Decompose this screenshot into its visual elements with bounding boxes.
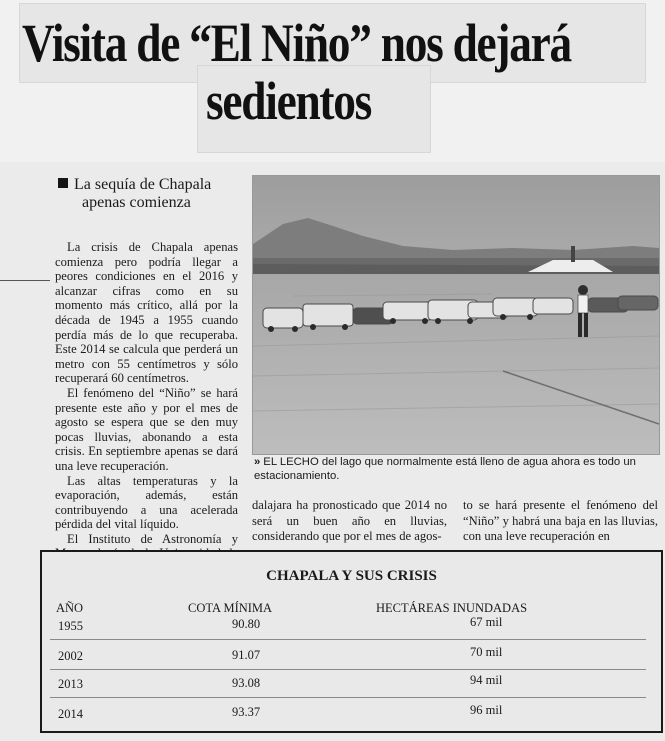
article-column-1 xyxy=(55,240,238,576)
lakebed-photo xyxy=(252,175,660,455)
table-divider xyxy=(50,639,646,640)
table-header-year: AÑO xyxy=(56,601,84,615)
table-cell: 90.80 xyxy=(232,617,261,631)
table-cell: 2013 xyxy=(58,677,83,691)
headline-line-1: Visita de “El Niño” nos dejará xyxy=(22,13,571,73)
table-cell: 2002 xyxy=(58,649,83,663)
paragraph: El Instituto de Astronomía y xyxy=(67,531,238,546)
subhead xyxy=(58,176,243,212)
table-cell: 91.07 xyxy=(232,648,261,662)
table-title: CHAPALA Y SUS CRISIS xyxy=(266,568,437,584)
table-header-level: COTA MÍNIMA xyxy=(188,601,273,615)
photo-caption xyxy=(254,455,660,483)
paragraph: El fenómeno del “Niño” se hará presente este año y por el mes de agosto se espera que se den muy pocas lluvias, abonando a esta crisis. En septiembre apenas se dará una leve recuperación. xyxy=(55,385,238,473)
headline-line-2: sedientos xyxy=(206,71,372,131)
table-divider xyxy=(50,697,646,698)
table-cell: 67 mil xyxy=(470,615,503,629)
table-cell: 93.37 xyxy=(232,705,261,719)
caption-arrow-icon: » xyxy=(254,456,261,468)
subhead-line-1: La sequía de Chapala xyxy=(74,176,212,193)
subhead-line-2: apenas comienza xyxy=(82,194,191,211)
table-header-hectares: HECTÁREAS INUNDADAS xyxy=(376,601,528,615)
crisis-table xyxy=(40,550,663,733)
article-column-2: dalajara ha pronosticado que 2014 no será un buen año en lluvias, considerando que por el mes de agos- xyxy=(252,498,447,543)
table-cell: 94 mil xyxy=(470,673,503,687)
table-cell: 2014 xyxy=(58,707,83,721)
table-cell: 70 mil xyxy=(470,645,503,659)
table-cell: 93.08 xyxy=(232,676,261,690)
table-cell: 96 mil xyxy=(470,703,503,717)
table-cell: 1955 xyxy=(58,619,83,633)
article-column-3: to se hará presente el fenómeno del “Niño” y habrá una baja en las lluvias, con una leve recuperación en xyxy=(463,498,658,543)
paragraph: Las altas temperaturas y la evaporación, además, están contribuyendo a una acelerada pérdida del vital líquido. xyxy=(55,473,238,532)
bullet-square-icon xyxy=(58,178,68,188)
lakebed-photo-image xyxy=(253,176,659,454)
table-divider xyxy=(50,669,646,670)
paragraph: La crisis de Chapala apenas comienza pero podría llegar a peores condiciones en el 2016 y alcanzar cifras como en su momento más crítico, allá por la década de 1945 a 1955 cuando perdía más de lo que recuperaba. Este 2014 se calcula que perderá un metro con 55 centímetros y sólo recuperará 60 centímetros. xyxy=(55,240,238,386)
caption-text: EL LECHO del lago que normalmente está lleno de agua ahora es todo un estacionamiento. xyxy=(254,456,636,482)
margin-rule xyxy=(0,280,50,281)
